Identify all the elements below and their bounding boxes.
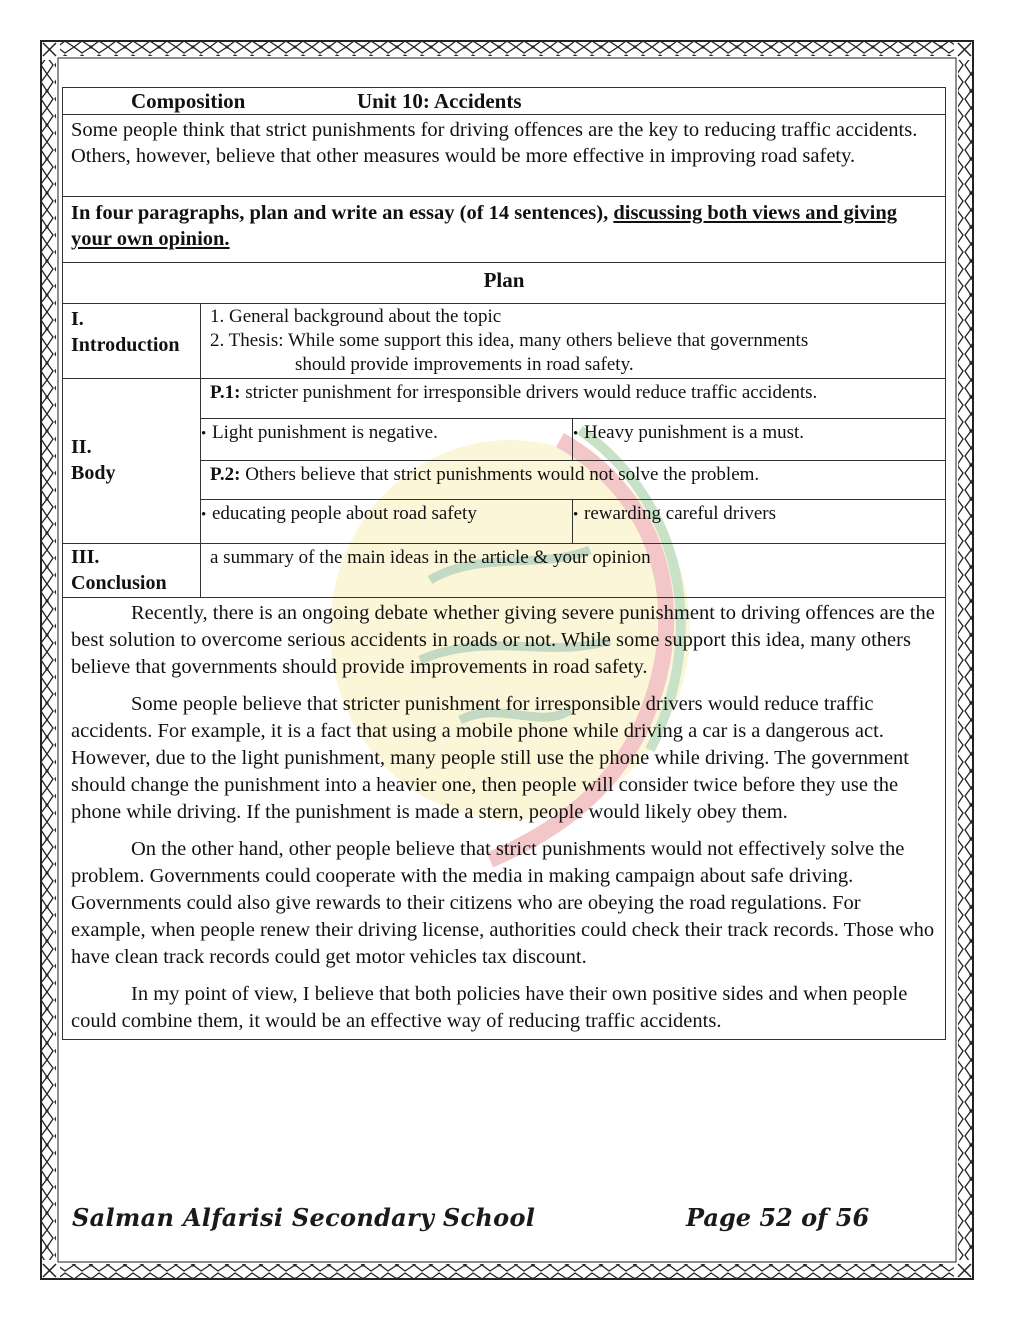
conclusion-label — [63, 544, 201, 597]
p2-text: Others believe that strict punishments would not solve the problem. — [240, 464, 760, 485]
body-p2 — [201, 461, 945, 500]
p1-point-a-text: Light punishment is negative. — [212, 422, 438, 443]
task-underlined: discussing both views and giving your own opinion. — [71, 202, 898, 250]
body-p1 — [201, 379, 945, 419]
intro-content — [201, 304, 945, 378]
p1-label: P.1: — [210, 382, 241, 403]
plan-body-row — [63, 379, 945, 544]
bullet-icon: • — [573, 507, 579, 523]
body-content — [201, 379, 945, 543]
essay-prompt: Some people think that strict punishments for driving offences are the key to reducing traffic accidents. Others, however, believe that other measures would be more effective in improving road safety. — [63, 115, 945, 197]
plan-introduction-row — [63, 304, 945, 379]
p1-text: stricter punishment for irresponsible drivers would reduce traffic accidents. — [240, 382, 818, 403]
essay-paragraph-1: Recently, there is an ongoing debate whether giving severe punishment to driving offences are the best solution to overcome serious accidents in roads or not. While some support this idea, many others believe that governments should provide improvements in road safety. — [71, 602, 935, 678]
plan-title: Plan — [63, 263, 945, 304]
body-p1-points — [201, 419, 945, 461]
p1-point-b-text: Heavy punishment is a must. — [584, 422, 805, 443]
body-number: II. — [71, 436, 92, 458]
p2-point-b — [573, 500, 945, 543]
conclusion-number: III. — [71, 546, 100, 568]
intro-line-2: 2. Thesis: While some support this idea, many others believe that governments — [210, 330, 809, 351]
footer-school-name: Salman Alfarisi Secondary School — [72, 1203, 536, 1232]
intro-label — [63, 304, 201, 378]
p2-label: P.2: — [210, 464, 241, 485]
unit-title: Unit 10: Accidents — [357, 89, 522, 113]
essay-paragraph-4: In my point of view, I believe that both policies have their own positive sides and when people could combine them, it would be an effective way of reducing traffic accidents. — [71, 983, 908, 1032]
p2-point-a — [201, 500, 573, 543]
body-label — [63, 379, 201, 543]
bullet-icon: • — [201, 507, 207, 523]
p2-point-a-text: educating people about road safety — [212, 503, 477, 524]
p2-point-b-text: rewarding careful drivers — [584, 503, 777, 524]
intro-line-1: 1. General background about the topic — [210, 306, 502, 327]
conclusion-content — [201, 544, 945, 597]
p1-point-b — [573, 419, 945, 460]
task-instruction — [63, 197, 945, 263]
essay-paragraph-2: Some people believe that stricter punishment for irresponsible drivers would reduce traffic accidents. For example, it is a fact that using a mobile phone while driving a car is a dangerous act. However, due to the light punishment, many people still use the phone while driving. The government should change the punishment into a heavier one, then people will consider twice before they use the phone while driving. If the punishment is made a stern, people would likely obey them. — [71, 693, 909, 823]
plan-conclusion-row — [63, 544, 945, 598]
bullet-icon: • — [201, 426, 207, 442]
conclusion-text: a summary of the main ideas in the article & your opinion — [210, 547, 651, 568]
task-text: In four paragraphs, plan and write an essay (of 14 sentences), — [71, 202, 614, 224]
section-title: Composition — [131, 89, 246, 113]
essay-paragraph-3: On the other hand, other people believe that strict punishments would not effectively solve the problem. Governments could cooperate with the media in making campaign about safe driving. Governments could also give rewards to their citizens who are obeying the road regulations. For example, when people renew their driving license, authorities could check their track records. Those who have clean track records could get motor vehicles tax discount. — [71, 838, 935, 968]
footer-page-number: Page 52 of 56 — [686, 1203, 870, 1232]
body-p2-points — [201, 500, 945, 543]
conclusion-label-text: Conclusion — [71, 572, 167, 594]
worksheet-table — [62, 87, 946, 1040]
p1-point-a — [201, 419, 573, 460]
intro-line-3: should provide improvements in road safety. — [295, 354, 634, 375]
bullet-icon: • — [573, 426, 579, 442]
header-row — [63, 88, 945, 115]
intro-label-text: Introduction — [71, 334, 180, 356]
body-label-text: Body — [71, 462, 116, 484]
essay-text — [63, 598, 945, 1039]
intro-number: I. — [71, 308, 84, 330]
